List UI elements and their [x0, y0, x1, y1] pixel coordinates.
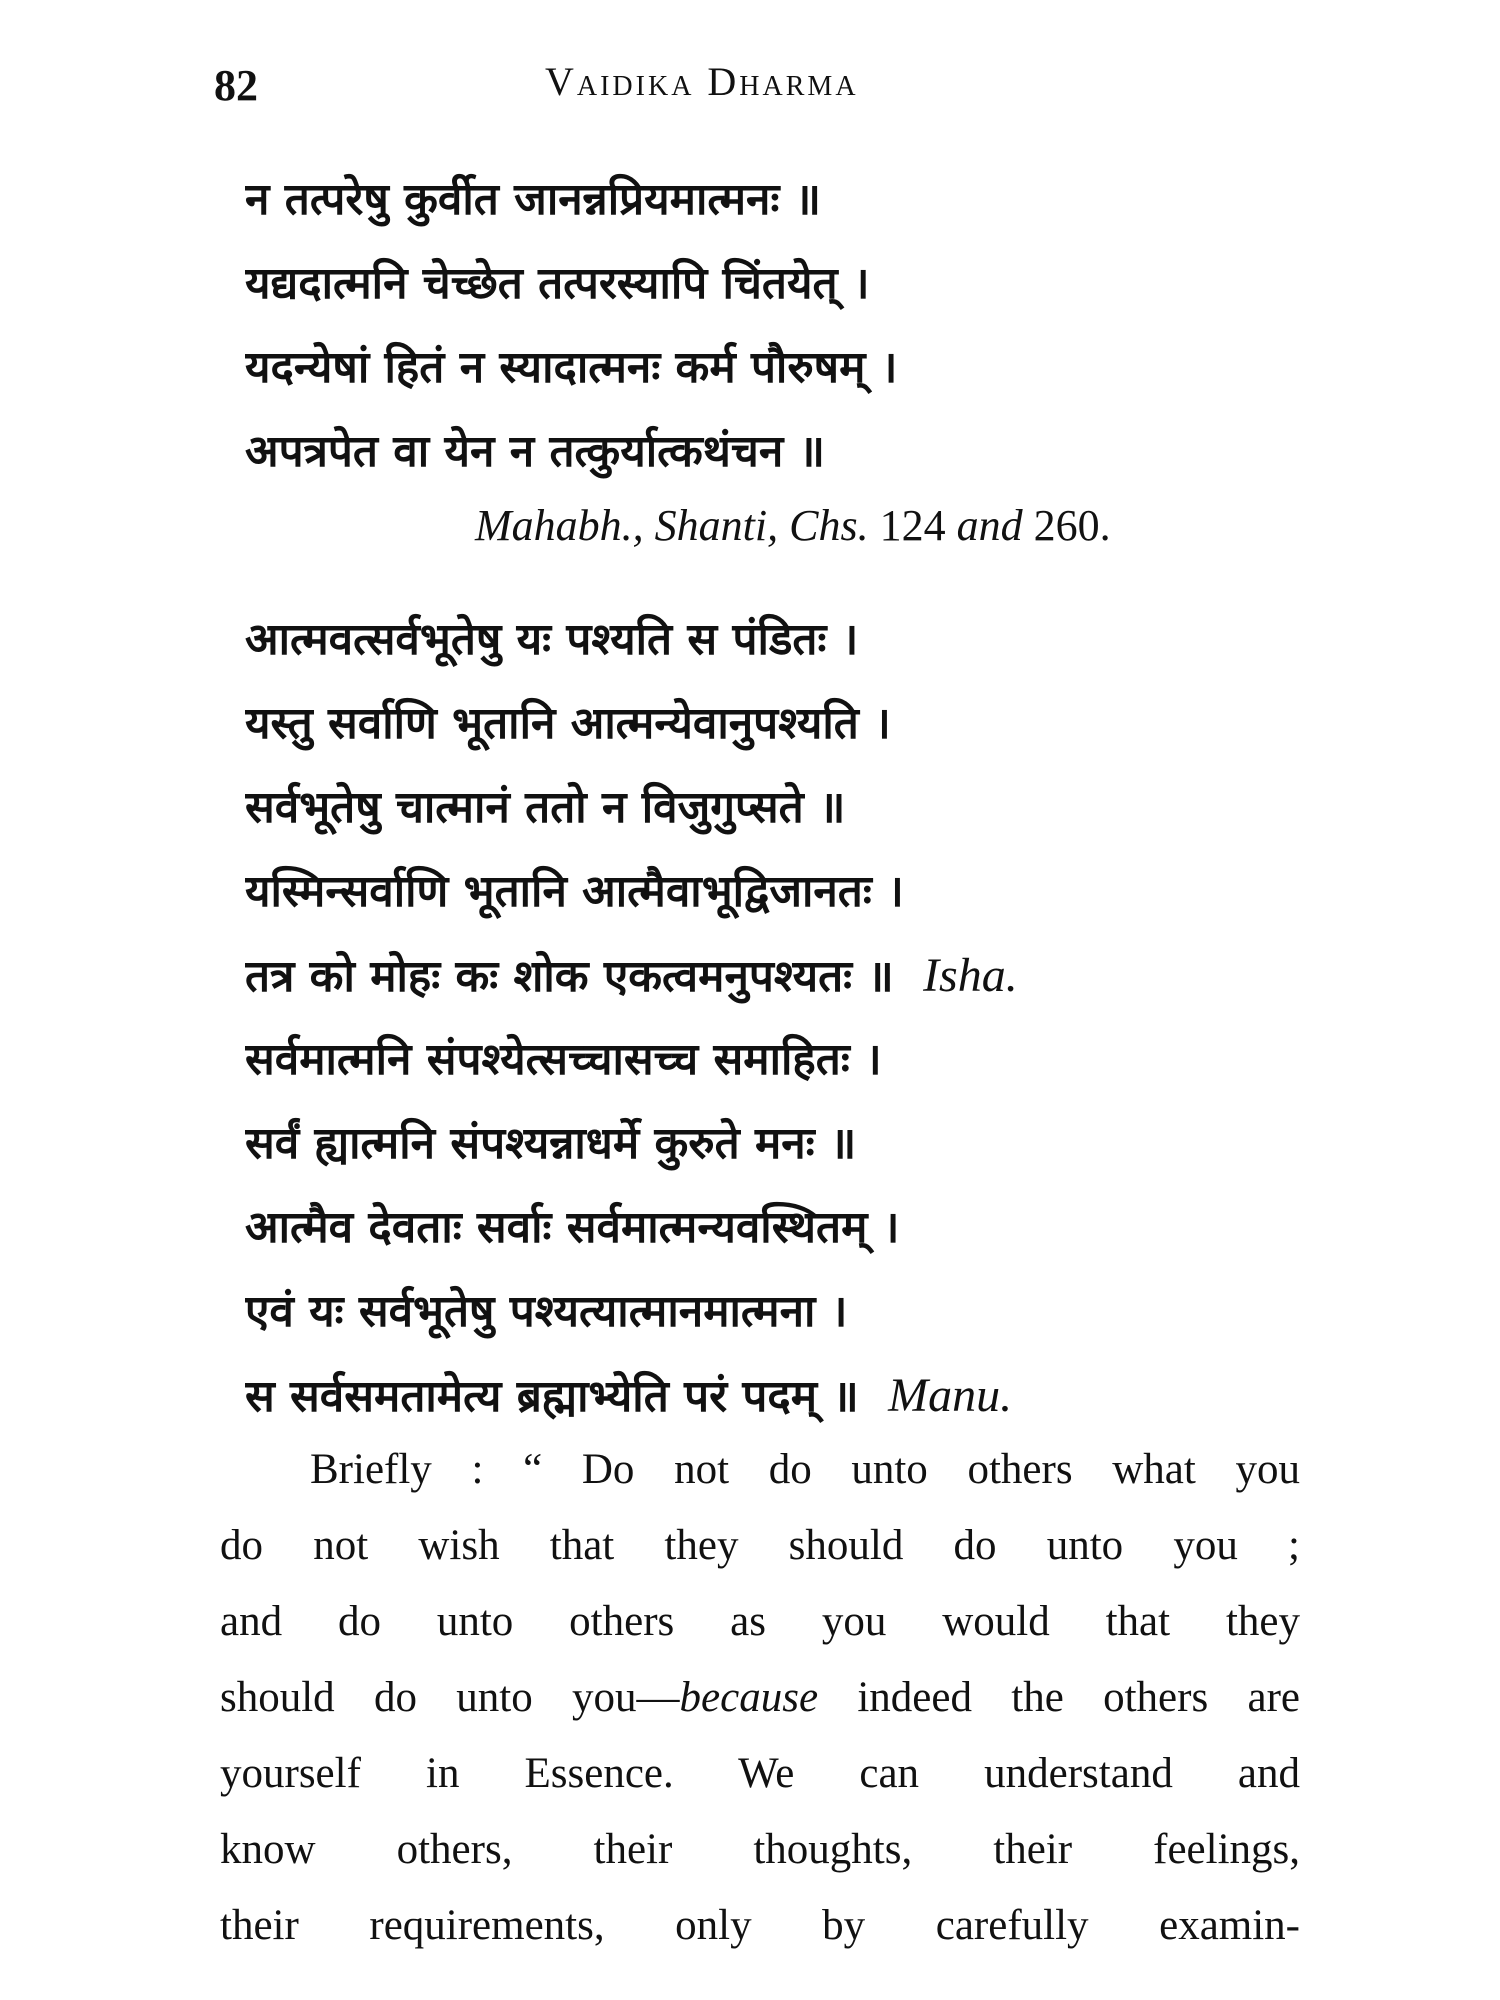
- source-citation: [475, 500, 1111, 551]
- prose-line: their requirements, only by carefully examin-: [220, 1902, 1300, 1949]
- verse-line: न तत्परेषु कुर्वीत जानन्नप्रियमात्मनः ॥: [245, 174, 822, 225]
- verse-line: यस्मिन्सर्वाणि भूतानि आत्मैवाभूद्विजानतः ।: [245, 866, 904, 917]
- source-tag-isha: Isha.: [923, 949, 1018, 1002]
- verse-line: आत्मवत्सर्वभूतेषु यः पश्यति स पंडितः ।: [245, 614, 859, 665]
- citation-number: 260.: [1033, 501, 1111, 550]
- verse-line-with-source: [245, 934, 1320, 1018]
- verse-text: स सर्वसमतामेत्य ब्रह्माभ्येति परं पदम् ॥: [245, 1371, 859, 1422]
- prose-line: yourself in Essence. We can understand and: [220, 1750, 1300, 1797]
- verse-line: सर्वभूतेषु चात्मानं ततो न विजुगुप्सते ॥: [245, 782, 846, 833]
- prose-text: should do unto you—: [220, 1674, 680, 1721]
- prose-line: know others, their thoughts, their feelings,: [220, 1826, 1300, 1873]
- sanskrit-verse-block-2: [245, 598, 1320, 1438]
- prose-line: do not wish that they should do unto you ;: [220, 1522, 1300, 1569]
- verse-line-with-source: [245, 1354, 1320, 1438]
- verse-line: सर्वं ह्यात्मनि संपश्यन्नाधर्मे कुरुते मनः ॥: [245, 1118, 857, 1169]
- verse-line: सर्वमात्मनि संपश्येत्सच्चासच्च समाहितः ।: [245, 1034, 882, 1085]
- verse-line: यस्तु सर्वाणि भूतानि आत्मन्येवानुपश्यति ।: [245, 698, 891, 749]
- verse-line: यद्यदात्मनि चेच्छेत तत्परस्यापि चिंतयेत् ।: [245, 258, 870, 309]
- verse-text: तत्र को मोहः कः शोक एकत्वमनुपश्यतः ॥: [245, 951, 894, 1002]
- verse-line: आत्मैव देवताः सर्वाः सर्वमात्मन्यवस्थितम् ।: [245, 1202, 900, 1253]
- citation-number: 124: [879, 501, 946, 550]
- sanskrit-verse-block-1: [245, 158, 1320, 494]
- page-number: 82: [214, 61, 258, 110]
- english-paragraph: [220, 1432, 1300, 1964]
- prose-line: [220, 1660, 1300, 1736]
- running-head: Vaidika Dharma: [545, 59, 859, 104]
- verse-line: अपत्रपेत वा येन न तत्कुर्यात्कथंचन ॥: [245, 426, 825, 477]
- prose-line: Briefly : “ Do not do unto others what you: [310, 1446, 1300, 1493]
- source-tag-manu: Manu.: [888, 1369, 1013, 1422]
- prose-text: indeed the others are: [818, 1674, 1300, 1721]
- emphasis-because: because: [679, 1674, 819, 1721]
- citation-and: and: [956, 501, 1023, 550]
- verse-line: यदन्येषां हितं न स्यादात्मनः कर्म पौरुषम् ।: [245, 342, 898, 393]
- citation-text: Mahabh., Shanti, Chs.: [475, 501, 869, 550]
- verse-line: एवं यः सर्वभूतेषु पश्यत्यात्मानमात्मना ।: [245, 1286, 848, 1337]
- prose-line: and do unto others as you would that they: [220, 1598, 1300, 1645]
